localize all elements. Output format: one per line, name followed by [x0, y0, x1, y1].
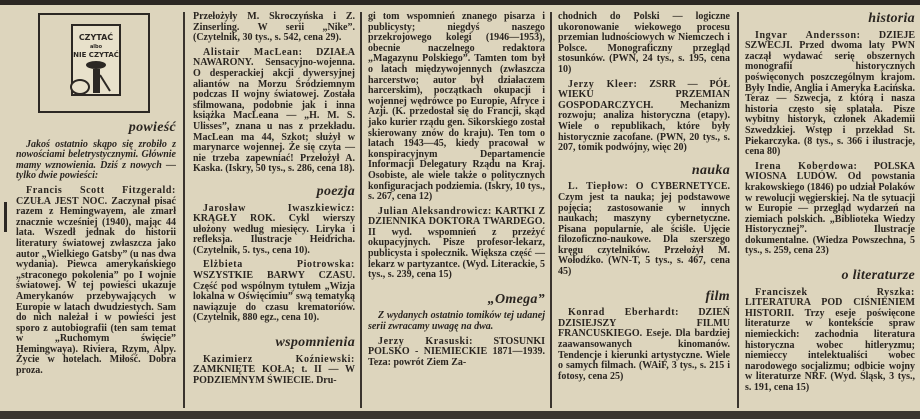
author: Elżbieta Piotrowska: [203, 259, 355, 271]
review-text: KRĄGŁY ROK. Cykl wierszy ułożony według miesięcy. Liryka i refleksja. Ilustracje Heidricha. (Czytelnik, 5. tys., cena 10). [193, 213, 355, 256]
column-powiesc [16, 12, 176, 381]
review-entry [193, 355, 355, 387]
omega-intro: Z wydanych ostatnio tomików tej udanej serii zwracamy uwagę na dwa. [368, 310, 545, 333]
czytac-albo-nie-czytac-logo [38, 13, 150, 113]
review-text: KARTKI Z DZIENNIKA DOKTORA TWARDEGO. II wyd. wspomnień z przeżyć okupacyjnych. Pisze profesor-lekarz, publicysta i społecznik. Większa część — lekarz w partyzantce. (Wyd. Literackie, 5 tys., s. 239, cena 15) [368, 205, 545, 281]
section-heading-powiesc: powieść [128, 120, 176, 135]
section-heading-film: film [705, 288, 730, 304]
author: Jarosław Iwaszkiewicz: [203, 202, 355, 214]
section-heading-omega: „Omega” [487, 291, 545, 307]
review-entry [558, 80, 730, 154]
review-text: POLSKA WIOSNA LUDÓW. Od powstania krakowskiego (1846) po udział Polaków w rewolucji węgierskiej. Na tle sytuacji w Europie — przegląd wydarzeń na ziemiach polskich. „Biblioteka Wiedzy Historycznej”. Ilustracje dokumentalne. (Wiedza Powszechna, 5 tys., s. 259, cena 23) [745, 160, 915, 257]
review-entry [368, 337, 545, 369]
author: Franciszek Ryszka: [755, 286, 915, 298]
author: Irena Koberdowa: [755, 160, 858, 172]
review-text: WSZYSTKIE BARWY CZASU. Część pod wspólnym tytułem „Wizja lokalna w Oświęcimiu” swą tematyką nawiązuje do czasu krematoriów. (Czytelnik, 880 egz., cena 10). [193, 270, 355, 324]
author: Julian Aleksandrowicz: [378, 205, 492, 217]
author: Francis Scott Fitzgerald: [26, 184, 176, 196]
review-entry [745, 162, 915, 257]
review-continuation: gi tom wspomnień znanego pisarza i publicysty; niegdyś naszego przekrojowego kolegi (1946—1953), obecnie naczelnego redaktora „Magazynu Polskiego”. Tamten tom był o latach międzywojennych (zwłaszcza harcerstwo; autor był działaczem harcerskim), początkach okupacji i wojennej wędrówce po Europie, Afryce i Azji. (K. przedostał się do Francji, skąd jako kurier rządu gen. Sikorskiego został skierowany znów do kraju). Ten tom o latach 1943—45, kiedy pracował w konspiracyjnym Departamencie Informacji Delegatury Rządu na Kraj. Osobiste, ale wiele także o politycznych konfiguracjach podziemia. (Iskry, 10 tys., s. 267, cena 12) [368, 11, 545, 203]
review-text: STOSUNKI POLSKO - NIEMIECKIE 1871—1939. Teza: powrót Ziem Za- [368, 335, 545, 368]
review-text: LITERATURA POD CIŚNIENIEM HISTORII. Trzy eseje poświęcone literaturze w kontekście spraw niemieckich: zachodnia literatura historyczna wobec hitleryzmu; niemieccy intelektualiści wobec narodowego socjalizmu; odbicie wojny w literaturze NRF. (Wyd. Śląsk, 3 tys., s. 191, cena 15) [745, 297, 915, 393]
review-entry [16, 186, 176, 377]
review-text: O CYBERNETYCE. Czym jest ta nauka; jej podstawowe pojęcia; zastosowanie w innych naukach; maszyny cybernetyczne. Pisana popularnie, ale ściśle. Ujęcie filozoficzno-naukowe. Dla szerszego kręgu czytelników. Przełożył M. Wołodźko. (WN-T, 5 tys., s. 467, cena 45) [558, 181, 730, 278]
review-text: ZSRR — PÓŁ WIEKU PRZEMIAN GOSPODARCZYCH. Mechanizm rozwoju; analiza historyczna (etapy). Wiele o republikach, które były historycznie zacofane. (PWN, 20 tys., s. 207, tomik podwójny, więc 20) [558, 78, 731, 154]
review-entry [745, 31, 915, 158]
top-border [0, 0, 920, 5]
section-heading-historia: historia [868, 11, 915, 26]
column-rule [550, 12, 552, 408]
review-entry [745, 288, 915, 394]
review-text: CZUŁA JEST NOC. Zaczynał pisać razem z Hemingwayem, ale zmarł znacznie wcześniej (1940), mając 44 lata. Wszedł jednak do historii literatury światowej zwłaszcza jako autor „Wielkiego Gatsby” (u nas dwa wydania). Piewca amerykańskiego „straconego pokolenia” po I wojnie światowej. W tej powieści ukazuje Amerykanów przebywających w Europie w latach dwudziestych. Sam do nich należał i w powieści jest sporo z autobiografii (ten sam temat w „Ruchomym święcie” Hemingwaya). Riviera, Rzym, Alpy. Życie w hotelach. Miłość. Dobra proza. [16, 195, 176, 377]
review-text: DZIEŃ DZISIEJSZY FILMU FRANCUSKIEGO. Eseje. Dla bardziej zaawansowanych kinomanów. Tendencje i kierunki artystyczne. Wiele o samych filmach. (WAiF, 3 tys., s. 215 i fotosy, cena 25) [558, 307, 730, 382]
review-continuation: chodnich do Polski — logiczne ukoronowanie wiekowego procesu przemian ludnościowych w Niemczech i Polsce. Monograficzny przegląd stosunków. (PWN, 24 tys., s. 195, cena 10) [558, 11, 730, 75]
svg-text:CZYTAĆ: CZYTAĆ [78, 33, 114, 42]
review-entry [193, 260, 355, 324]
column-4 [558, 12, 730, 386]
author: Jerzy Krasuski: [378, 335, 474, 347]
reader-illustration-icon [40, 15, 148, 111]
column-2 [193, 12, 355, 390]
review-entry [193, 204, 355, 257]
intro-text: Jakoś ostatnio skąpo się zrobiło z nowościami beletrystycznymi. Głównie mamy wznowienia. Dziś z nowych — tylko dwie powieści: [16, 138, 176, 182]
column-3 [368, 12, 545, 372]
bottom-border [0, 411, 920, 419]
column-rule [737, 12, 739, 408]
review-text: DZIAŁA NAWARONY. Sensacyjno-wojenna. O desperackiej akcji dywersyjnej aliantów na Morzu Śródziemnym podczas II wojny światowej. Została sfilmowana, podobnie jak i inna książka MacLeana — „H. M. S. Ulisses”, znana u nas z przekładu. MacLean ma 44, Szkot; służył w marynarce wojennej. Że się czyta — nie trzeba zapewniać! Przełożył A. Kaska. (Iskry, 50 tys., s. 286, cena 18). [193, 46, 355, 175]
svg-text:NIE CZYTAĆ: NIE CZYTAĆ [73, 51, 119, 59]
svg-text:albo: albo [89, 44, 103, 50]
column-rule [183, 12, 185, 408]
review-entry [558, 308, 730, 382]
review-entry [368, 207, 545, 281]
author: Kazimierz Koźniewski: [203, 353, 355, 365]
column-rule [360, 12, 362, 408]
section-heading-poezja: poezja [316, 183, 355, 199]
author: Konrad Eberhardt: [568, 307, 680, 319]
section-heading-o-literaturze: o literaturze [841, 268, 915, 284]
review-text: ZAMKNIĘTE KOŁA; t. II — W PODZIEMNYM ŚWIECIE. Dru- [193, 364, 355, 386]
author: Ingvar Andersson: [755, 29, 861, 41]
entry-marker [4, 202, 7, 232]
author: Jerzy Kleer: [568, 78, 638, 90]
author: L. Tiepłow: [568, 181, 629, 193]
section-heading-wspomnienia: wspomnienia [275, 335, 355, 351]
review-entry [193, 48, 355, 175]
review-text: DZIEJE SZWECJI. Przed dwoma laty PWN zaczął wydawać serię obszernych monografii historycznych poświęconych poszczególnym krajom. Były Indie, Anglia i Ameryka Łacińska. Teraz — Szwecja, z którą i nasza historia często się splatała. Pisze wybitny historyk, członek Akademii Szwedzkiej. Wstęp i przekład St. Piekarczyka. (8 tys., s. 366 i ilustracje, cena 80) [745, 29, 915, 158]
section-heading-nauka: nauka [691, 162, 730, 178]
column-5 [745, 12, 915, 398]
author: Alistair MacLean: [203, 46, 303, 58]
review-continuation: Przełożyły M. Skroczyńska i Z. Zinserling. W serii „Nike”. (Czytelnik, 30 tys., s. 542, cena 29). [193, 11, 355, 44]
review-entry [558, 182, 730, 277]
